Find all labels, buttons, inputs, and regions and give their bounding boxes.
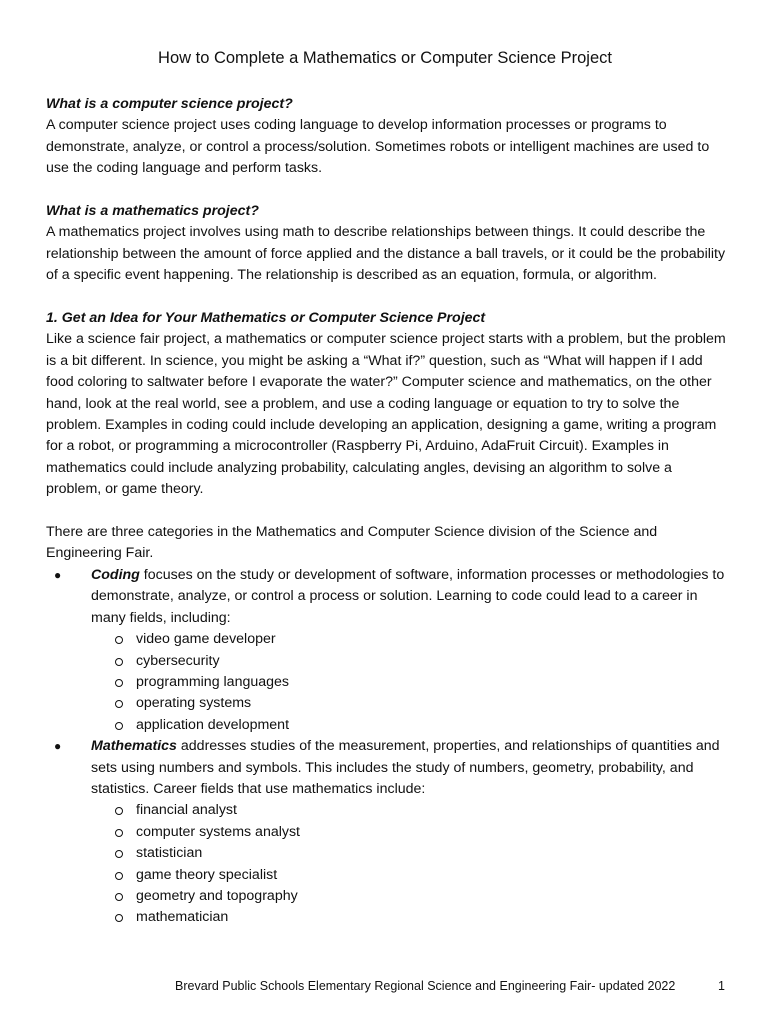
page-title: How to Complete a Mathematics or Computer Science Project <box>158 49 612 67</box>
circle-bullet-icon <box>115 658 123 666</box>
list-item <box>91 865 726 886</box>
list-item-text: geometry and topography <box>136 887 298 904</box>
list-item-text: statistician <box>136 845 203 862</box>
list-item <box>91 886 726 907</box>
circle-bullet-icon <box>115 914 123 922</box>
list-item-text: programming languages <box>136 673 290 690</box>
list-item-text: operating systems <box>136 695 252 712</box>
math-heading: What is a mathematics project? <box>46 203 259 220</box>
list-item-text: game theory specialist <box>136 866 278 883</box>
list-item <box>91 672 726 693</box>
list-item <box>91 843 726 864</box>
circle-bullet-icon <box>115 850 123 858</box>
list-item <box>91 800 726 821</box>
bullet-icon: ● <box>54 739 62 754</box>
circle-bullet-icon <box>115 722 123 730</box>
cs-heading: What is a computer science project? <box>46 96 293 112</box>
circle-bullet-icon <box>115 636 123 644</box>
category-term: Mathematics <box>91 738 177 755</box>
list-item <box>91 907 726 928</box>
spacer <box>46 501 726 522</box>
category-item-coding <box>46 565 726 736</box>
list-item-text: video game developer <box>136 631 276 648</box>
list-item <box>91 629 726 650</box>
category-list <box>46 565 726 929</box>
document-body <box>46 94 726 929</box>
math-paragraph: A mathematics project involves using math to describe relationships between things. It could describe the relationship between the amount of force applied and the distance a ball travels, or it could be the probability of a specific event happening. The relationship is described as an equation, formula, or algorithm. <box>46 224 726 284</box>
circle-bullet-icon <box>115 807 123 815</box>
category-item-mathematics <box>46 736 726 929</box>
category-term: Coding <box>91 566 140 583</box>
circle-bullet-icon <box>115 700 123 708</box>
list-item-text: cybersecurity <box>136 652 220 669</box>
category-description: focuses on the study or development of software, information processes or methodologies to demonstrate, analyze, or control a process or solution. Learning to code could lead to a career in many fields, including: <box>91 566 725 626</box>
circle-bullet-icon <box>115 679 123 687</box>
spacer <box>46 180 726 201</box>
list-item <box>91 715 726 736</box>
list-item-text: mathematician <box>136 909 229 926</box>
circle-bullet-icon <box>115 893 123 901</box>
bullet-icon: ● <box>54 567 62 582</box>
page-number: 1 <box>718 979 725 993</box>
list-item <box>91 651 726 672</box>
idea-heading: 1. Get an Idea for Your Mathematics or Computer Science Project <box>46 310 486 327</box>
list-item-text: financial analyst <box>136 802 237 819</box>
list-item <box>91 693 726 714</box>
list-item-text: application development <box>136 716 290 733</box>
list-item <box>91 822 726 843</box>
idea-paragraph: Like a science fair project, a mathematics or computer science project starts with a problem, but the problem is a bit different. In science, you might be asking a “What if?” question, such as “What will happen if I add food coloring to saltwater before I evaporate the water?” Computer science and mathematics, on the other hand, look at the real world, see a problem, and use a coding language or equation to try to solve the problem. Examples in coding could include developing an application, designing a game, writing a program for a robot, or programming a microcontroller (Raspberry Pi, Arduino, AdaFruit Circuit). Examples in mathematics could include analyzing probability, calculating angles, devising an algorithm to solve a problem, or game theory. <box>46 331 726 498</box>
categories-intro: There are three categories in the Mathematics and Computer Science division of the Science and Engineering Fair. <box>46 524 658 562</box>
list-item-text: computer systems analyst <box>136 823 301 840</box>
footer-text: Brevard Public Schools Elementary Regional Science and Engineering Fair- updated 2022 <box>175 979 676 993</box>
category-description: addresses studies of the measurement, properties, and relationships of quantities and sets using numbers and symbols. This includes the study of numbers, geometry, probability, and statistics. Career fields that use mathematics include: <box>91 738 720 797</box>
career-list <box>91 800 726 928</box>
career-list <box>91 629 726 736</box>
circle-bullet-icon <box>115 829 123 837</box>
circle-bullet-icon <box>115 872 123 880</box>
cs-paragraph: A computer science project uses coding language to develop information processes or programs to demonstrate, analyze, or control a process/solution. Sometimes robots or intelligent machines are used to use the coding language and perform tasks. <box>46 117 710 177</box>
spacer <box>46 287 726 308</box>
